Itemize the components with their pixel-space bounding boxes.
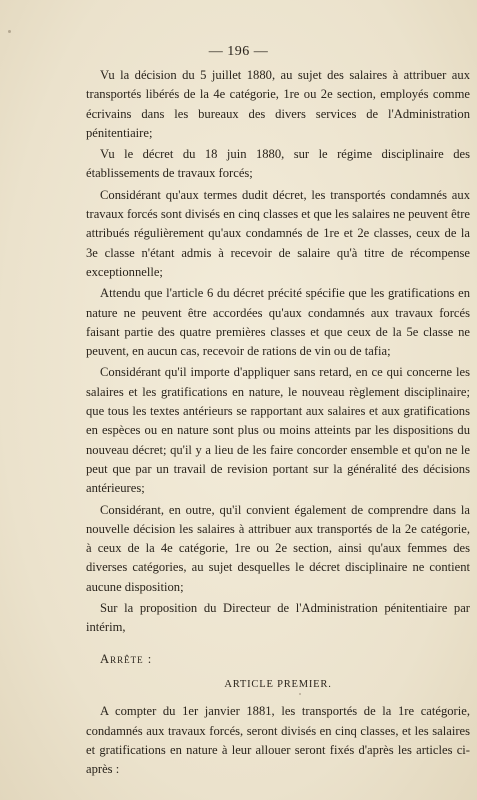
paragraph-decision-1880: Vu la décision du 5 juillet 1880, au sujet des salaires à attribuer aux transportés libérés de la 4e catégorie, 1re ou 2e section, employés comme écrivains dans les bureaux des divers services de l'Administration pénitentiaire; <box>86 68 470 140</box>
paragraph-proposition: Sur la proposition du Directeur de l'Administration pénitentiaire par intérim, <box>86 601 470 635</box>
paragraph-article-premier: A compter du 1er janvier 1881, les transportés de la 1re catégorie, condamnés aux travaux forcés, seront divisés en cinq classes, et les salaires et gratifications en nature à leur allouer seront fixés d'après les articles ci-après : <box>86 704 470 777</box>
article-premier-heading: ARTICLE PREMIER. <box>224 678 332 690</box>
document-body <box>86 66 470 781</box>
page-number: — 196 — <box>208 44 269 59</box>
paragraph-considerant-outre: Considérant, en outre, qu'il convient également de comprendre dans la nouvelle décision les salaires à attribuer aux transportés de la 2e catégorie, à ceux de la 4e catégorie, 1re ou 2e section, ainsi qu'aux femmes des diverses catégories, au sujet desquelles le décret disciplinaire ne contient aucune disposition; <box>86 502 470 594</box>
paragraph-attendu-article-6: Attendu que l'article 6 du décret précité spécifie que les gratifications en nature ne peuvent être accordées qu'aux condamnés aux travaux forcés faisant partie des quatre premières classes et que ceux de la 5e classe ne peuvent, en aucun cas, recevoir de rations de vin ou de tafia; <box>86 286 470 359</box>
paragraph-considerant-retard: Considérant qu'il importe d'appliquer sans retard, en ce qui concerne les salaires et les gratifications en nature, le nouveau règlement disciplinaire; que tous les textes antérieurs se rapportant aux salaires et aux gratifications en espèces ou en nature sont plus ou moins atteints par les dispositions du nouveau décret; qu'il y a lieu de les faire concorder ensemble et qu'on ne le peut que par un travail de revision portant sur la généralité des décisions antérieures; <box>86 365 470 496</box>
paragraph-considerant-classes: Considérant qu'aux termes dudit décret, les transportés condamnés aux travaux forcés sont divisés en cinq classes et que les salaires ne peuvent être attribués régulièrement qu'aux condamnés de 1re et 2e classes, ceux de la 3e classe n'étant admis à recevoir de salaire qu'à titre de récompense exceptionnelle; <box>86 187 470 279</box>
arrete-heading: Arrête : <box>100 651 153 666</box>
paragraph-decret-18-juin: Vu le décret du 18 juin 1880, sur le régime disciplinaire des établissements de travaux forcés; <box>86 147 470 181</box>
paper-speck <box>8 30 11 33</box>
